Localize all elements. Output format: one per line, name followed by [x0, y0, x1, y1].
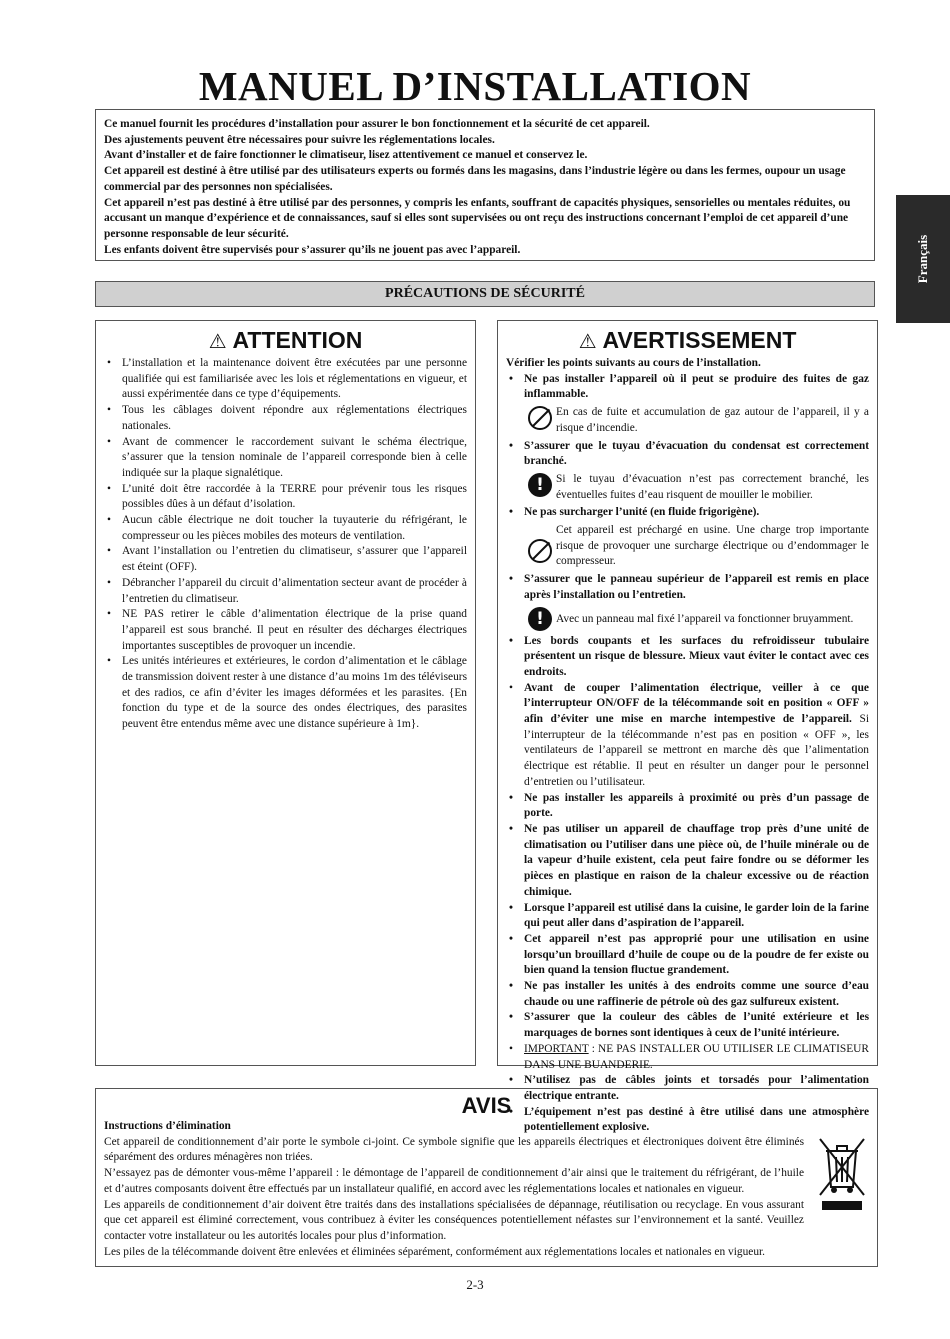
avertissement-box	[497, 320, 878, 1134]
avertissement-lead: Vérifier les points suivants au cours de l’installation.	[506, 357, 761, 369]
list-item: • Ne pas utiliser un appareil de chauffage trop près d’une unité de climatisation ou l’utiliser dans une pièce où, de l’huile minérale ou de la vapeur d’huile existent, cela peut faire fondre ou se déformer les pièces en plastique en raison de la chaleur excessive ou de réaction chimique.	[506, 822, 869, 901]
list-item: • L’unité doit être raccordée à la TERRE pour prévenir tous les risques possibles dûes à un défaut d’isolation.	[104, 482, 467, 513]
list-item: • Avant de commencer le raccordement suivant le schéma électrique, s’assurer que la tension nominale de l’appareil corresponde bien à celle indiquée sur la plaque signalétique.	[104, 435, 467, 482]
list-item: • N’utilisez pas de câbles joints et torsadés pour l’alimentation électrique entrante.	[506, 1073, 869, 1104]
mandatory-icon: !	[528, 607, 552, 631]
intro-line: Ce manuel fournit les procédures d’installation pour assurer le bon fonctionnement et la sécurité de cet appareil.	[104, 118, 650, 130]
list-item: • L’installation et la maintenance doivent être exécutées par une personne qualifiée qui est familiarisée avec les lois et réglementations en vigueur, et aussi expérimentée dans ce type d’équipements.	[104, 356, 467, 403]
list-item: • Aucun câble électrique ne doit toucher la tuyauterie du réfrigérant, le compresseur ou les pièces mobiles des moteurs de ventilation.	[104, 513, 467, 544]
list-item: • L’équipement n’est pas destiné à être utilisé dans une atmosphère potentiellement explosive.	[506, 1105, 869, 1136]
list-item: • Les unités intérieures et extérieures, le cordon d’alimentation et le câblage de transmission doivent rester à une distance d’au moins 1m des téléviseurs et des radios, ce afin d’éviter les images déformées et les parasites. {En fonction du type et de la source des ondes électriques, des parasites peuvent être entendus même avec une distance supérieure à 1m}.	[104, 654, 467, 733]
list-item: • S’assurer que le tuyau d’évacuation du condensat est correctement branché. ! Si le tuyau d’évacuation n’est pas correctement branché, les éventuelles fuites d’eau risquent de mouiller le mobilier.	[506, 439, 869, 504]
list-item: • IMPORTANT : NE PAS INSTALLER OU UTILISER LE CLIMATISEUR DANS UNE BUANDERIE.	[506, 1042, 869, 1073]
weee-crossed-bin-icon	[818, 1135, 866, 1213]
avis-subtitle: Instructions d’élimination	[104, 1120, 231, 1132]
prohibited-icon	[528, 539, 552, 563]
avertissement-list	[506, 372, 869, 1136]
mandatory-icon: !	[528, 473, 552, 497]
list-item: • S’assurer que la couleur des câbles de l’unité extérieure et les marquages de bornes sont identiques à ceux de l’unité intérieure.	[506, 1010, 869, 1041]
list-item: • Ne pas installer les appareils à proximité ou près d’un passage de porte.	[506, 791, 869, 822]
list-item: • Les bords coupants et les surfaces du refroidisseur tubulaire présentent un risque de blessure. Mieux vaut éviter le contact avec ces endroits.	[506, 634, 869, 681]
intro-line: Cet appareil n’est pas destiné à être utilisé par des personnes, y compris les enfants, souffrant de capacités physiques, sensorielles ou mentales réduites, ou accusant un manque d’expérience et de connaissances, sauf si elles sont supervisées ou ont reçu des instructions concernant l’emploi de cet appareil d’une personne responsable de leur sécurité.	[104, 196, 851, 240]
prohibited-icon	[528, 406, 552, 430]
attention-title: ⚠ ATTENTION	[208, 327, 363, 353]
language-tab	[896, 195, 950, 323]
attention-box	[95, 320, 476, 1066]
note: ! Si le tuyau d’évacuation n’est pas correctement branché, les éventuelles fuites d’eau risquent de mouiller le mobilier.	[524, 472, 869, 503]
avis-text	[104, 1119, 804, 1260]
list-item: • Tous les câblages doivent répondre aux réglementations électriques nationales.	[104, 403, 467, 434]
note: En cas de fuite et accumulation de gaz autour de l’appareil, il y a risque d’incendie.	[524, 405, 869, 436]
intro-line: Les enfants doivent être supervisés pour s’assurer qu’ils ne jouent pas avec l’appareil.	[104, 243, 521, 256]
list-item: • Débrancher l’appareil du circuit d’alimentation secteur avant de procéder à l’entretien du climatiseur.	[104, 576, 467, 607]
list-item: • Ne pas installer l’appareil où il peut se produire des fuites de gaz inflammable. En cas de fuite et accumulation de gaz autour de l’appareil, il y a risque d’incendie.	[506, 372, 869, 437]
language-tab-label: Français	[915, 234, 930, 284]
avis-box	[95, 1088, 878, 1267]
avis-title: AVIS	[461, 1093, 512, 1118]
avertissement-title: ⚠ AVERTISSEMENT	[578, 327, 797, 353]
intro-line: Avant d’installer et de faire fonctionner le climatiseur, lisez attentivement ce manuel et conservez le.	[104, 149, 588, 162]
list-item: • Lorsque l’appareil est utilisé dans la cuisine, le garder loin de la farine qui peut aller dans d’aspiration de l’appareil.	[506, 901, 869, 932]
list-item: • Avant de couper l’alimentation électrique, veiller à ce que l’interrupteur ON/OFF de la télécommande soit en position « OFF » afin d’éviter une mise en marche intempestive de l’appareil. Si l’interrupteur de la télécommande n’est pas en position « OFF », les ventilateurs de l’appareil se mettront en marche dès que l’alimentation électrique est rétablie. Il peut en résulter un danger pour le personnel d’entretien ou l’utilisateur.	[506, 681, 869, 791]
page-title: MANUEL D’INSTALLATION	[198, 63, 752, 109]
list-item: • Cet appareil n’est pas approprié pour une utilisation en usine lorsqu’un brouillard d’huile de coupe ou de la poudre de fer existe ou bien quand la tension fluctue grandement.	[506, 932, 869, 979]
note: Cet appareil est préchargé en usine. Une charge trop importante risque de provoquer une surcharge électrique ou d’endommager le compresseur.	[524, 523, 869, 570]
intro-line: Des ajustements peuvent être nécessaires pour suivre les réglementations locales.	[104, 133, 495, 146]
list-item: • Ne pas surcharger l’unité (en fluide frigorigène). Cet appareil est préchargé en usine. Une charge trop importante risque de provoquer une surcharge électrique ou d’endommager le compresseur.	[506, 505, 869, 570]
list-item: • Avant l’installation ou l’entretien du climatiseur, s’assurer que l’appareil est éteint (OFF).	[104, 544, 467, 575]
note: ! Avec un panneau mal fixé l’appareil va fonctionner bruyamment.	[524, 606, 869, 632]
intro-box	[95, 109, 875, 261]
intro-line: Cet appareil est destiné à être utilisé par des utilisateurs experts ou formés dans les magasins, dans l’industrie légère ou dans les fermes, oupour un usage commercial par des personnes non spécialisées.	[104, 165, 846, 193]
avis-paragraph: Cet appareil de conditionnement d’air porte le symbole ci-joint. Ce symbole signifie que les appareils électriques et électroniques doivent être éliminés séparément des ordures ménagères non triées.	[104, 1135, 804, 1164]
avis-paragraph: N’essayez pas de démonter vous-même l’appareil : le démontage de l’appareil de conditionnement d’air ainsi que le traitement du réfrigérant, de l’huile et d’autres composants doivent être effectués par un installateur qualifié, en accord avec les réglementations locales et nationales en vigueur.	[104, 1167, 804, 1195]
list-item: • S’assurer que le panneau supérieur de l’appareil est remis en place après l’installation ou l’entretien. ! Avec un panneau mal fixé l’appareil va fonctionner bruyamment.	[506, 572, 869, 631]
attention-list	[104, 356, 467, 733]
list-item: • Ne pas installer les unités à des endroits comme une source d’eau chaude ou une raffinerie de pétrole où des gaz sulfureux existent.	[506, 979, 869, 1010]
avis-paragraph: Les piles de la télécommande doivent être enlevées et éliminées séparément, conformément aux réglementations locales et nationales en vigueur.	[104, 1245, 766, 1258]
avis-paragraph: Les appareils de conditionnement d’air doivent être traités dans des installations spécialisées de dépannage, réutilisation ou recyclage. En vous assurant que cet appareil est éliminé correctement, vous contribuez à éviter les conséquences potentiellement néfastes sur l’environnement et la santé. Veuillez contacter votre installateur ou les autorités locales pour plus d’information.	[104, 1198, 804, 1242]
safety-section-heading: PRÉCAUTIONS DE SÉCURITÉ	[95, 281, 875, 307]
warning-triangle-icon: ⚠	[208, 329, 227, 353]
page-number: 2-3	[466, 1277, 484, 1292]
list-item: • NE PAS retirer le câble d’alimentation électrique de la prise quand l’appareil est sous branché. Il peut en résulter des décharges électriques importantes susceptibles de provoquer un incendie.	[104, 607, 467, 654]
warning-triangle-icon: ⚠	[578, 329, 597, 353]
